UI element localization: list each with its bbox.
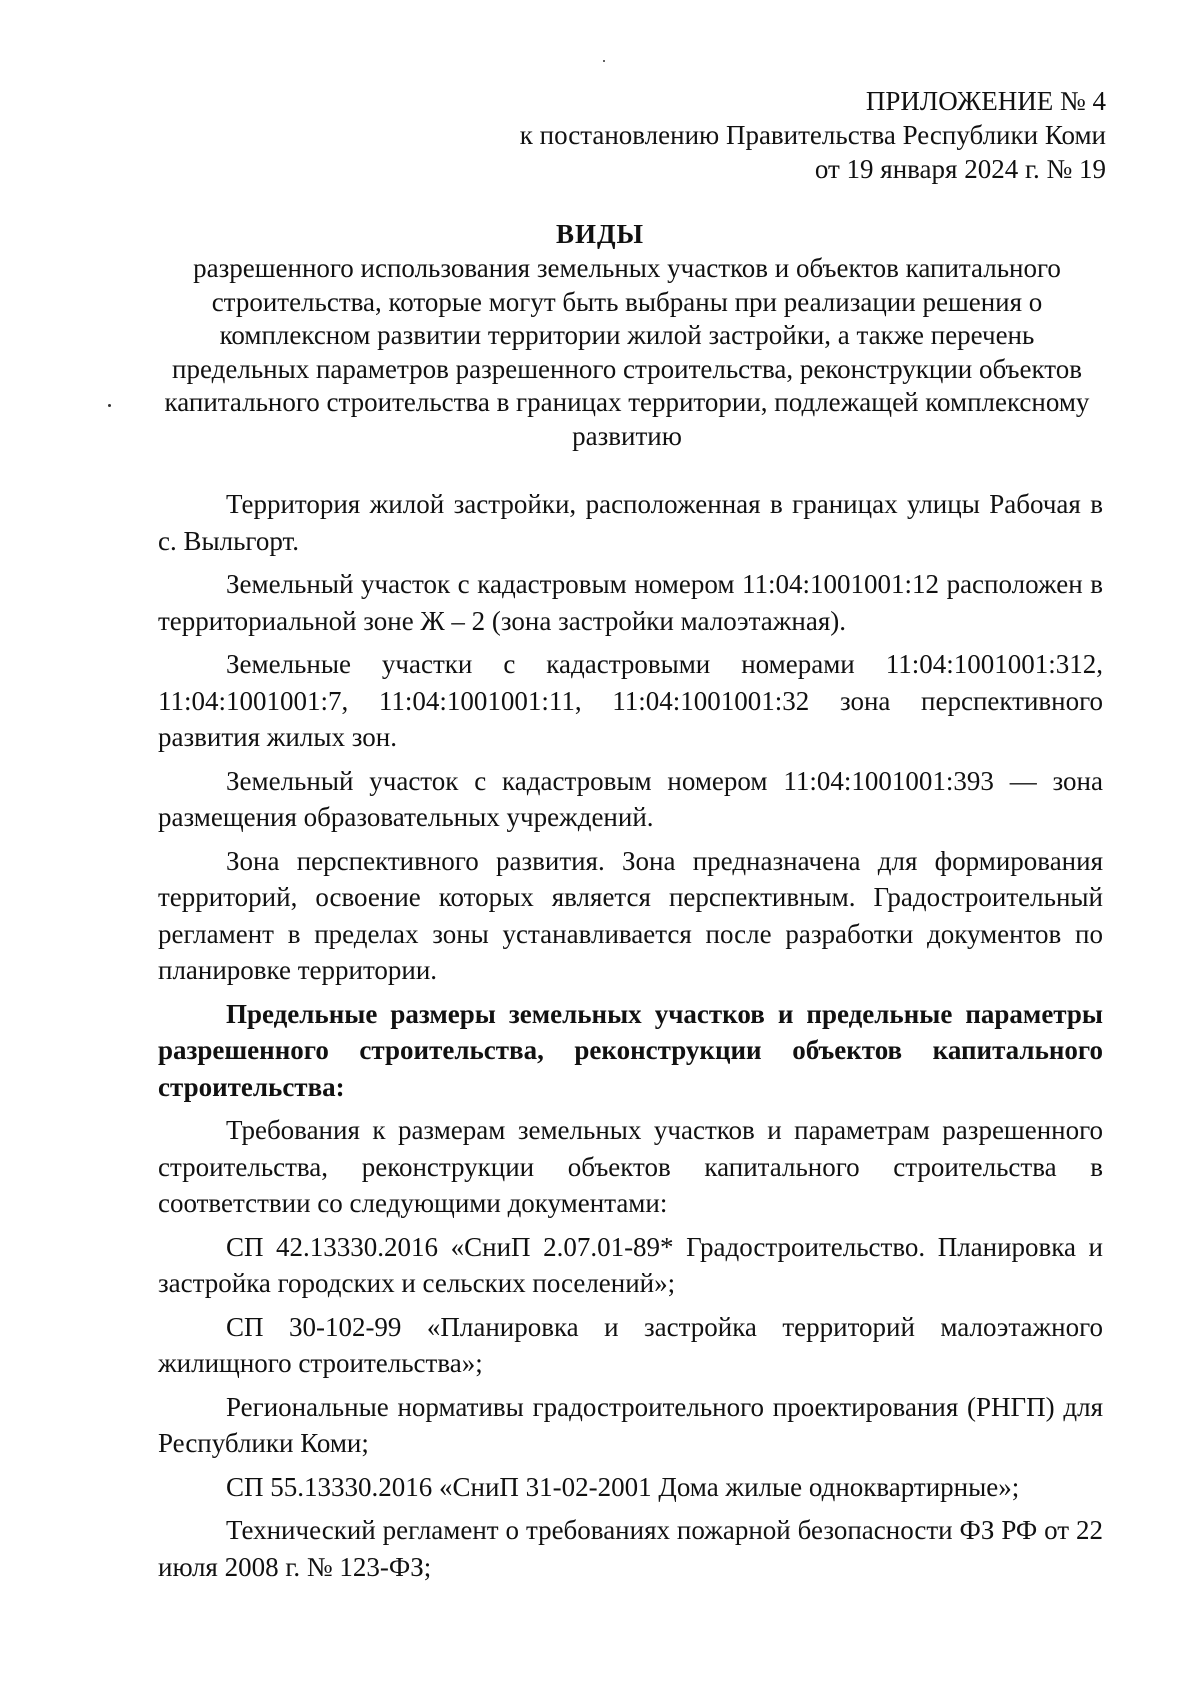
paragraph-perspective-zone: Зона перспективного развития. Зона предназначена для формирования территорий, освоение которых является перспективным. Градостроительный регламент в пределах зоны устанавливается после разработки документов по планировке территории. (158, 845, 1103, 985)
paragraph-plots-perspective: Земельные участки с кадастровыми номерами 11:04:1001001:312, 11:04:1001001:7, 11:04:1001001:11, 11:04:1001001:32 зона перспективного развития жилых зон. (158, 649, 1103, 752)
paragraph-requirements: Требования к размерам земельных участков и параметрам разрешенного строительства, реконструкции объектов капитального строительства в соответствии со следующими документами: (158, 1115, 1103, 1218)
scan-speck (108, 404, 111, 407)
resolution-date: от 19 января 2024 г. № 19 (814, 154, 1106, 184)
paragraph-fire-safety: Технический регламент о требованиях пожарной безопасности ФЗ РФ от 22 июля 2008 г. № 123-ФЗ; (158, 1515, 1103, 1582)
document-subtitle: разрешенного использования земельных участков и объектов капитального строительства, которые могут быть выбраны при реализации решения о комплексном развитии территории жилой застройки, а также перечень предельных параметров разрешенного строительства, реконструкции объектов капитального строительства в границах территории, подлежащей комплексному развитию (164, 253, 1090, 451)
appendix-header (346, 84, 1106, 186)
scan-speck (603, 60, 605, 62)
paragraph-sp-55: СП 55.13330.2016 «СниП 31-02-2001 Дома жилые одноквартирные»; (226, 1471, 1020, 1502)
paragraph-plot-12: Земельный участок с кадастровым номером 11:04:1001001:12 расположен в территориальной зоне Ж – 2 (зона застройки малоэтажная). (158, 569, 1103, 636)
paragraph-rngp: Региональные нормативы градостроительного проектирования (РНГП) для Республики Коми; (158, 1391, 1103, 1458)
paragraph-sp-42: СП 42.13330.2016 «СниП 2.07.01-89* Градостроительство. Планировка и застройка городских и сельских поселений»; (158, 1231, 1103, 1298)
resolution-reference: к постановлению Правительства Республики Коми (519, 120, 1106, 150)
appendix-number: ПРИЛОЖЕНИЕ № 4 (865, 86, 1106, 116)
section-heading-limits: Предельные размеры земельных участков и предельные параметры разрешенного строительства, реконструкции объектов капитального строительства: (158, 998, 1103, 1102)
paragraph-territory: Территория жилой застройки, расположенная в границах улицы Рабочая в с. Выльгорт. (158, 489, 1103, 556)
paragraph-plot-393: Земельный участок с кадастровым номером 11:04:1001001:393 — зона размещения образовательных учреждений. (158, 765, 1103, 832)
document-body (158, 486, 1103, 1592)
document-title: ВИДЫ (555, 219, 645, 249)
paragraph-sp-30: СП 30-102-99 «Планировка и застройка территорий малоэтажного жилищного строительства»; (158, 1311, 1103, 1378)
